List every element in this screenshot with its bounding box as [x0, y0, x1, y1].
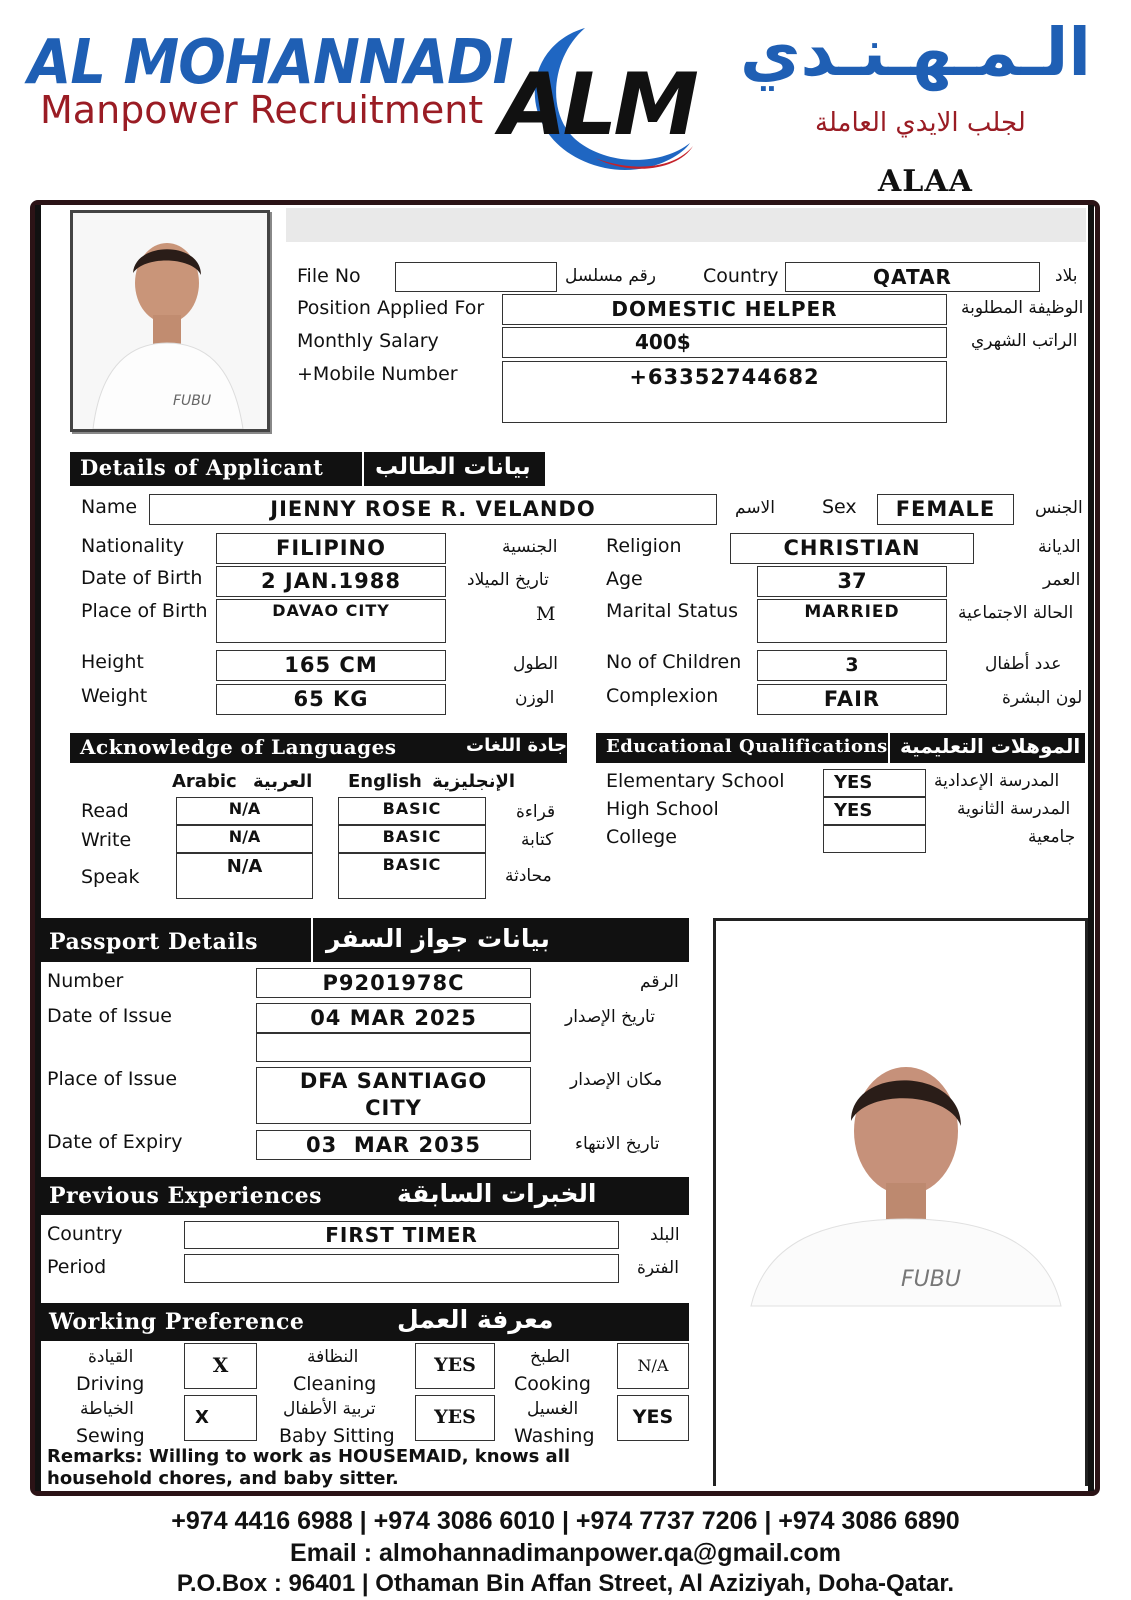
top-band — [286, 208, 1086, 242]
position-label: Position Applied For — [297, 297, 485, 319]
frame-inner-right — [1088, 205, 1094, 1491]
experience-country-label: Country — [47, 1223, 123, 1245]
write-arabic-field[interactable]: N/A — [176, 825, 313, 853]
sex-field[interactable]: FEMALE — [877, 494, 1014, 525]
elementary-label-ar: المدرسة الإعدادية — [934, 771, 1060, 791]
country-label: Country — [703, 265, 779, 287]
height-label-ar: الطول — [513, 654, 558, 674]
brand-subtitle: Manpower Recruitment — [40, 88, 484, 132]
footer-email[interactable]: Email : almohannadimanpower.qa@gmail.com — [290, 1539, 841, 1567]
person-photo-icon — [716, 921, 1086, 1486]
dob-field[interactable]: 2 JAN.1988 — [216, 566, 446, 597]
driving-field[interactable]: X — [184, 1343, 257, 1389]
preference-title-ar: معرفة العمل — [397, 1305, 554, 1334]
passport-number-field[interactable]: P9201978C — [256, 968, 531, 998]
driving-label: Driving — [76, 1373, 145, 1395]
washing-label-ar: الغسيل — [527, 1399, 579, 1419]
experience-period-label-ar: الفترة — [637, 1258, 679, 1278]
baby-sitting-field[interactable]: YES — [415, 1395, 495, 1441]
remarks-line-1: Remarks: Willing to work as HOUSEMAID, knows all — [47, 1446, 571, 1467]
height-field[interactable]: 165 CM — [216, 650, 446, 681]
children-label-ar: عدد أطفال — [985, 654, 1062, 674]
mobile-label: +Mobile Number — [297, 363, 458, 385]
divider — [311, 918, 313, 962]
salary-label-ar: الراتب الشهري — [971, 331, 1078, 351]
salary-label: Monthly Salary — [297, 330, 439, 352]
read-label-ar: قراءة — [516, 802, 556, 822]
experience-period-field[interactable] — [184, 1254, 619, 1283]
preference-header — [41, 1303, 689, 1341]
sewing-field[interactable]: X — [184, 1395, 257, 1441]
file-no-field[interactable] — [395, 262, 557, 292]
pob-label: Place of Birth — [81, 600, 208, 622]
children-label: No of Children — [606, 651, 742, 673]
cleaning-field[interactable]: YES — [415, 1343, 495, 1389]
passport-number-label: Number — [47, 970, 124, 992]
baby-sitting-label: Baby Sitting — [279, 1425, 395, 1447]
footer-phones: +974 4416 6988 | +974 3086 6010 | +974 7737 7206 | +974 3086 6890 — [171, 1507, 960, 1535]
issue-date-label-ar: تاريخ الإصدار — [565, 1007, 655, 1027]
country-field[interactable]: QATAR — [785, 262, 1040, 292]
sex-label-ar: الجنس — [1035, 498, 1083, 518]
speak-label: Speak — [81, 866, 140, 888]
high-school-field[interactable]: YES — [823, 797, 926, 825]
position-field[interactable]: DOMESTIC HELPER — [502, 294, 947, 325]
pob-label-ar: M — [536, 603, 556, 625]
read-english-field[interactable]: BASIC — [338, 797, 486, 825]
sex-label: Sex — [822, 496, 857, 518]
mobile-field[interactable]: +63352744682 — [502, 361, 947, 423]
passport-title-ar: بيانات جواز السفر — [326, 924, 550, 953]
issue-place-label: Place of Issue — [47, 1068, 178, 1090]
file-no-label: File No — [297, 265, 361, 287]
write-english-field[interactable]: BASIC — [338, 825, 486, 853]
write-label-ar: كتابة — [521, 830, 554, 850]
country-label-ar: بلاد — [1055, 266, 1078, 286]
baby-sitting-label-ar: تربية الأطفال — [283, 1399, 376, 1419]
elementary-label: Elementary School — [606, 770, 785, 792]
height-label: Height — [81, 651, 144, 673]
pob-field[interactable]: DAVAO CITY — [216, 599, 446, 643]
nationality-label: Nationality — [81, 535, 185, 557]
frame-inner-left — [35, 205, 41, 1491]
speak-arabic-field[interactable]: N/A — [176, 853, 313, 899]
arabic-column-head — [172, 771, 312, 792]
file-no-label-ar: رقم مسلسل — [565, 266, 656, 286]
expiry-date-label-ar: تاريخ الانتهاء — [575, 1134, 660, 1154]
weight-field[interactable]: 65 KG — [216, 684, 446, 715]
english-head-ar: الإنجليزية — [432, 771, 516, 792]
applicant-title-ar: بيانات الطالب — [375, 454, 531, 480]
religion-label-ar: الديانة — [1038, 537, 1081, 557]
religion-field[interactable]: CHRISTIAN — [730, 533, 974, 564]
dob-label-ar: تاريخ الميلاد — [467, 570, 549, 590]
cooking-label: Cooking — [514, 1373, 591, 1395]
age-label-ar: العمر — [1043, 570, 1081, 590]
cooking-field[interactable]: N/A — [617, 1343, 689, 1389]
write-label: Write — [81, 829, 132, 851]
brand-subtitle-arabic: لجلب الايدي العاملة — [815, 108, 1026, 138]
experience-title: Previous Experiences — [49, 1183, 322, 1209]
position-label-ar: الوظيفة المطلوبة — [961, 298, 1084, 318]
english-column-head — [348, 771, 515, 792]
weight-label: Weight — [81, 685, 148, 707]
read-arabic-field[interactable]: N/A — [176, 797, 313, 825]
applicant-header — [70, 452, 545, 486]
brand-name-arabic: الـمـهـنـدي — [740, 14, 1092, 91]
sewing-label-ar: الخياطة — [80, 1399, 134, 1419]
logo-text: ALM — [500, 55, 695, 155]
sewing-label: Sewing — [76, 1425, 145, 1447]
dob-label: Date of Birth — [81, 567, 203, 589]
marital-label-ar: الحالة الاجتماعية — [958, 603, 1074, 623]
washing-label: Washing — [514, 1425, 595, 1447]
languages-title-ar: إجادة اللغات — [466, 735, 574, 756]
languages-title: Acknowledge of Languages — [80, 735, 397, 759]
age-label: Age — [606, 568, 643, 590]
religion-label: Religion — [606, 535, 682, 557]
name-field[interactable]: JIENNY ROSE R. VELANDO — [149, 494, 717, 525]
weight-label-ar: الوزن — [515, 688, 555, 708]
remarks-line-2: household chores, and baby sitter. — [47, 1468, 399, 1489]
issue-place-field[interactable]: DFA SANTIAGO CITY — [256, 1067, 531, 1124]
applicant-photo-small — [70, 210, 270, 432]
education-title: Educational Qualifications — [606, 736, 888, 757]
expiry-date-label: Date of Expiry — [47, 1131, 183, 1153]
issue-date-field[interactable]: 04 MAR 2025 — [256, 1003, 531, 1033]
age-field[interactable]: 37 — [757, 566, 947, 597]
speak-english-field[interactable]: BASIC — [338, 853, 486, 899]
complexion-label: Complexion — [606, 685, 719, 707]
passport-number-label-ar: الرقم — [640, 972, 679, 992]
footer-address: P.O.Box : 96401 | Othaman Bin Affan Street, Al Aziziyah, Doha-Qatar. — [176, 1570, 955, 1597]
children-field[interactable]: 3 — [757, 650, 947, 681]
experience-header — [41, 1177, 689, 1215]
speak-label-ar: محادثة — [505, 866, 552, 886]
salary-field[interactable]: 400$ — [502, 327, 947, 358]
high-school-label-ar: المدرسة الثانوية — [957, 799, 1071, 819]
passport-title: Passport Details — [49, 929, 259, 955]
elementary-field[interactable]: YES — [823, 769, 926, 797]
person-photo-icon — [73, 213, 267, 429]
education-header — [596, 733, 1085, 763]
remarks-text — [47, 1446, 687, 1490]
svg-text:FUBU: FUBU — [901, 1267, 961, 1292]
cleaning-label: Cleaning — [293, 1373, 377, 1395]
arabic-head-en: Arabic — [172, 771, 237, 792]
name-label-ar: الاسم — [735, 498, 775, 518]
passport-header — [41, 918, 689, 962]
read-label: Read — [81, 800, 129, 822]
expiry-date-field[interactable]: 03 MAR 2035 — [256, 1130, 531, 1160]
college-field[interactable] — [823, 825, 926, 853]
college-label: College — [606, 826, 677, 848]
applicant-photo-large — [713, 918, 1088, 1486]
driving-label-ar: القيادة — [88, 1347, 134, 1367]
languages-header — [70, 733, 574, 763]
high-school-label: High School — [606, 798, 719, 820]
complexion-label-ar: لون البشرة — [1002, 688, 1083, 708]
experience-country-field[interactable]: FIRST TIMER — [184, 1221, 619, 1249]
nationality-label-ar: الجنسية — [502, 537, 558, 557]
brand-name: AL MOHANNADI — [28, 26, 513, 99]
experience-title-ar: الخبرات السابقة — [397, 1179, 597, 1208]
experience-period-label: Period — [47, 1256, 107, 1278]
name-label: Name — [81, 496, 138, 518]
issue-place-label-ar: مكان الإصدار — [570, 1070, 663, 1090]
experience-country-label-ar: البلد — [650, 1225, 680, 1245]
preference-title: Working Preference — [49, 1309, 305, 1335]
english-head-en: English — [348, 771, 422, 792]
marital-field[interactable]: MARRIED — [757, 599, 947, 643]
issue-date-extra-field[interactable] — [256, 1033, 531, 1062]
arabic-head-ar: العربية — [252, 771, 313, 792]
agent-name: ALAA — [878, 164, 973, 199]
divider — [888, 733, 890, 763]
education-title-ar: الموهلات التعليمية — [900, 734, 1081, 758]
divider — [362, 452, 364, 486]
nationality-field[interactable]: FILIPINO — [216, 533, 446, 564]
cooking-label-ar: الطبخ — [530, 1347, 570, 1367]
svg-text:FUBU: FUBU — [173, 393, 212, 409]
washing-field[interactable]: YES — [617, 1395, 689, 1441]
applicant-title: Details of Applicant — [80, 455, 324, 480]
college-label-ar: جامعية — [1028, 827, 1076, 847]
marital-label: Marital Status — [606, 600, 739, 622]
issue-date-label: Date of Issue — [47, 1005, 172, 1027]
cleaning-label-ar: النظافة — [307, 1347, 359, 1367]
complexion-field[interactable]: FAIR — [757, 684, 947, 715]
